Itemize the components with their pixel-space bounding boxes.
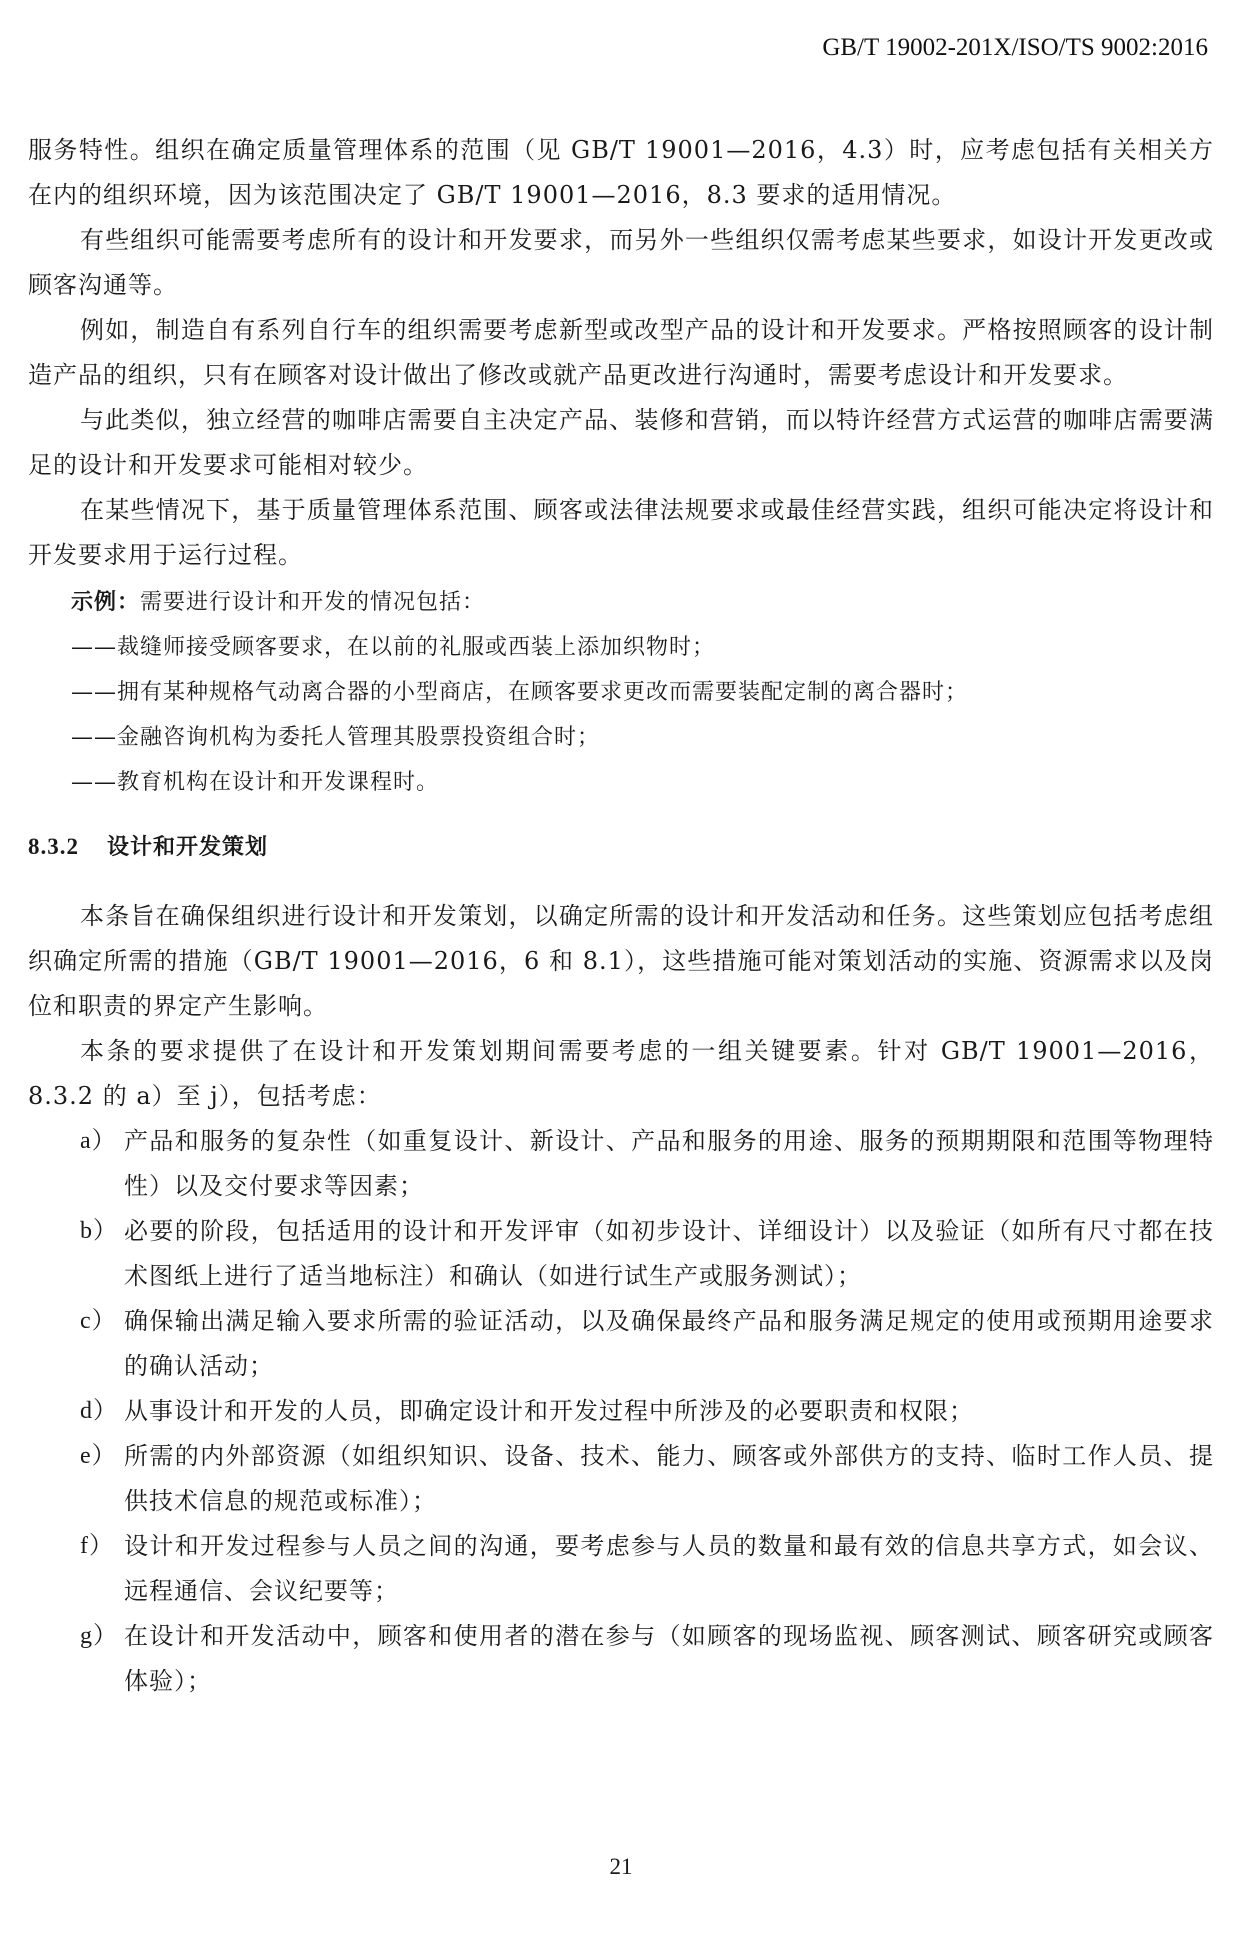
list-text: 从事设计和开发的人员，即确定设计和开发过程中所涉及的必要职责和权限； <box>124 1397 974 1425</box>
paragraph: 例如，制造自有系列自行车的组织需要考虑新型或改型产品的设计和开发要求。严格按照顾客的设计制造产品的组织，只有在顾客对设计做出了修改或就产品更改进行沟通时，需要考虑设计和开发要求。 <box>28 316 1214 389</box>
section-heading <box>28 825 1214 870</box>
list-item <box>80 1299 1214 1389</box>
list-marker: f） <box>80 1533 114 1559</box>
paragraph-continuation: 服务特性。组织在确定质量管理体系的范围（见 GB/T 19001—2016，4.3）时，应考虑包括有关相关方在内的组织环境，因为该范围决定了 GB/T 19001—2016，8.3 要求的适用情况。 <box>28 136 1214 209</box>
list-marker: a） <box>80 1128 117 1154</box>
list-marker: e） <box>80 1443 117 1469</box>
section-number: 8.3.2 <box>28 834 79 859</box>
list-marker: g） <box>80 1623 118 1649</box>
page-number: 21 <box>609 1854 633 1879</box>
list-item <box>80 1524 1214 1614</box>
document-body <box>28 128 1214 1704</box>
section-title: 设计和开发策划 <box>107 835 269 860</box>
list-text: 在设计和开发活动中，顾客和使用者的潜在参与（如顾客的现场监视、顾客测试、顾客研究或顾客体验）； <box>124 1622 1214 1695</box>
example-item: ——拥有某种规格气动离合器的小型商店，在顾客要求更改而需要装配定制的离合器时； <box>71 680 969 705</box>
list-text: 设计和开发过程参与人员之间的沟通，要考虑参与人员的数量和最有效的信息共享方式，如会议、远程通信、会议纪要等； <box>124 1532 1214 1605</box>
list-item <box>80 1209 1214 1299</box>
list-text: 所需的内外部资源（如组织知识、设备、技术、能力、顾客或外部供方的支持、临时工作人员、提供技术信息的规范或标准）； <box>124 1442 1214 1515</box>
section-paragraph: 本条旨在确保组织进行设计和开发策划，以确定所需的设计和开发活动和任务。这些策划应包括考虑组织确定所需的措施（GB/T 19001—2016，6 和 8.1），这些措施可能对策划活动的实施、资源需求以及岗位和职责的界定产生影响。 <box>28 902 1214 1020</box>
list-item <box>80 1119 1214 1209</box>
list-item <box>80 1434 1214 1524</box>
example-item: ——教育机构在设计和开发课程时。 <box>71 770 440 795</box>
paragraph: 有些组织可能需要考虑所有的设计和开发要求，而另外一些组织仅需考虑某些要求，如设计开发更改或顾客沟通等。 <box>28 226 1214 299</box>
example-intro: 需要进行设计和开发的情况包括： <box>140 590 486 615</box>
list-marker: d） <box>80 1398 118 1424</box>
paragraph: 与此类似，独立经营的咖啡店需要自主决定产品、装修和营销，而以特许经营方式运营的咖啡店需要满足的设计和开发要求可能相对较少。 <box>28 406 1214 479</box>
section-paragraph: 本条的要求提供了在设计和开发策划期间需要考虑的一组关键要素。针对 GB/T 19001—2016，8.3.2 的 a）至 j），包括考虑： <box>28 1037 1214 1110</box>
example-label: 示例： <box>71 589 141 615</box>
list-text: 产品和服务的复杂性（如重复设计、新设计、产品和服务的用途、服务的预期期限和范围等物理特性）以及交付要求等因素； <box>124 1127 1214 1200</box>
list-text: 确保输出满足输入要求所需的验证活动，以及确保最终产品和服务满足规定的使用或预期用途要求的确认活动； <box>124 1307 1214 1380</box>
list-item <box>80 1614 1214 1704</box>
example-item: ——金融咨询机构为委托人管理其股票投资组合时； <box>71 725 601 750</box>
standard-number-header: GB/T 19002-201X/ISO/TS 9002:2016 <box>822 34 1208 61</box>
list-item <box>80 1389 1214 1434</box>
paragraph: 在某些情况下，基于质量管理体系范围、顾客或法律法规要求或最佳经营实践，组织可能决定将设计和开发要求用于运行过程。 <box>28 496 1214 569</box>
example-block <box>71 580 1214 625</box>
list-marker: b） <box>80 1218 118 1244</box>
list-text: 必要的阶段，包括适用的设计和开发评审（如初步设计、详细设计）以及验证（如所有尺寸都在技术图纸上进行了适当地标注）和确认（如进行试生产或服务测试）； <box>124 1217 1214 1290</box>
example-item: ——裁缝师接受顾客要求，在以前的礼服或西装上添加织物时； <box>71 635 716 660</box>
list-marker: c） <box>80 1308 117 1334</box>
